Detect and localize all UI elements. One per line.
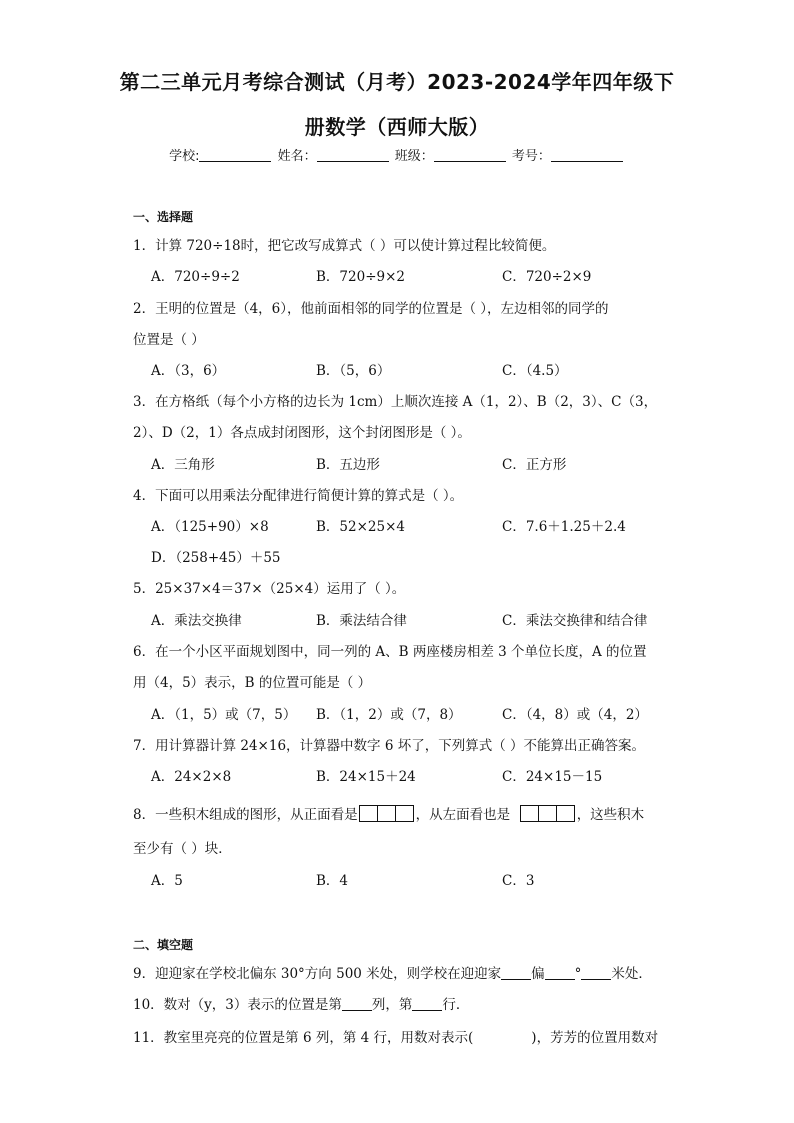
name-blank[interactable] [317, 149, 389, 162]
q10-blank-column[interactable] [342, 998, 372, 1011]
question-3-line-1: 3．在方格纸（每个小方格的边长为 1cm）上顺次连接 A（1，2）、B（2，3）、C（3， [133, 394, 658, 410]
question-10 [133, 993, 663, 1013]
school-blank[interactable] [199, 149, 271, 162]
class-label: 班级： [394, 149, 434, 164]
q1-option-b[interactable]: B．720÷9×2 [316, 269, 405, 285]
question-6-line-2: 用（4，5）表示，B 的位置可能是（ ） [133, 675, 372, 691]
q7-option-b[interactable]: B．24×15＋24 [316, 769, 416, 785]
question-6-line-1: 6．在一个小区平面规划图中，同一列的 A、B 两座楼房相差 3 个单位长度，A 的位置 [133, 644, 647, 660]
question-8-line-1 [133, 803, 663, 826]
q2-option-c[interactable]: C．（4.5） [502, 363, 568, 379]
q4-option-c[interactable]: C．7.6＋1.25＋2.4 [502, 519, 626, 535]
q11-text-1: 11．教室里亮亮的位置是第 6 列，第 4 行，用数对表示( [133, 1030, 474, 1046]
q8-text-b: ，从左面看也是 [415, 807, 511, 823]
q9-blank-direction[interactable] [501, 967, 531, 980]
q11-text-2: )，芳芳的位置用数对 [531, 1030, 659, 1046]
q2-option-a[interactable]: A．（3，6） [151, 363, 226, 379]
q10-text-2: 列，第 [371, 997, 413, 1013]
q10-blank-row[interactable] [412, 998, 442, 1011]
question-7: 7．用计算器计算 24×16，计算器中数字 6 坏了，下列算式（ ）不能算出正确答案。 [133, 738, 646, 754]
q4-option-b[interactable]: B．52×25×4 [316, 519, 405, 535]
q4-option-d[interactable]: D．（258+45）＋55 [151, 550, 281, 566]
q8-option-c[interactable]: C．3 [502, 873, 535, 889]
q6-option-b[interactable]: B．（1，2）或（7，8） [316, 707, 462, 723]
q7-option-c[interactable]: C．24×15－15 [502, 769, 603, 785]
q10-text-1: 10．数对（y，3）表示的位置是第 [133, 997, 342, 1013]
q9-text-2: 偏 [531, 966, 545, 982]
name-label: 姓名： [277, 149, 317, 164]
title-line-1: 第二三单元月考综合测试（月考）2023-2024学年四年级下 [119, 70, 675, 94]
exam-number-label: 考号： [511, 149, 551, 164]
student-info-row [0, 145, 794, 164]
q5-option-b[interactable]: B．乘法结合律 [316, 613, 407, 629]
q1-option-a[interactable]: A．720÷9÷2 [151, 269, 240, 285]
question-8-line-2: 至少有（ ）块． [133, 841, 232, 857]
q1-option-c[interactable]: C．720÷2×9 [502, 269, 592, 285]
q9-text-3: ° [574, 966, 582, 982]
q8-option-b[interactable]: B．4 [316, 873, 349, 889]
q7-option-a[interactable]: A．24×2×8 [151, 769, 232, 785]
question-3-line-2: 2）、D（2，1）各点成封闭图形，这个封闭图形是（ ）。 [133, 425, 471, 441]
exam-number-blank[interactable] [551, 149, 623, 162]
q5-option-a[interactable]: A．乘法交换律 [151, 613, 242, 629]
q3-option-c[interactable]: C．正方形 [502, 457, 567, 473]
title-line-2: 册数学（西师大版） [304, 115, 490, 139]
question-4: 4．下面可以用乘法分配律进行简便计算的算式是（ ）。 [133, 488, 464, 504]
q6-option-a[interactable]: A．（1，5）或（7，5） [151, 707, 297, 723]
class-blank[interactable] [434, 149, 506, 162]
question-11 [133, 1026, 663, 1046]
section-fill-title: 二、填空题 [133, 938, 194, 952]
q3-option-a[interactable]: A．三角形 [151, 457, 215, 473]
q8-option-a[interactable]: A．5 [151, 873, 183, 889]
q10-text-3: 行． [442, 997, 470, 1013]
question-5: 5．25×37×4＝37×（25×4）运用了（ ）。 [133, 581, 406, 597]
question-2-line-2: 位置是（ ） [133, 332, 205, 348]
q9-blank-distance[interactable] [581, 967, 611, 980]
left-view-blocks-figure [521, 805, 575, 826]
q9-blank-angle[interactable] [545, 967, 575, 980]
q8-text-c: ，这些积木 [576, 807, 645, 823]
school-label: 学校: [169, 149, 200, 164]
question-9 [133, 962, 663, 982]
q5-option-c[interactable]: C．乘法交换律和结合律 [502, 613, 648, 629]
section-choice-title: 一、选择题 [133, 210, 194, 224]
q8-text-a: 8．一些积木组成的图形，从正面看是 [133, 807, 358, 823]
question-2-line-1: 2．王明的位置是（4，6），他前面相邻的同学的位置是（ ），左边相邻的同学的 [133, 301, 609, 317]
q9-text-1: 9．迎迎家在学校北偏东 30°方向 500 米处，则学校在迎迎家 [133, 966, 502, 982]
question-1: 1．计算 720÷18时，把它改写成算式（ ）可以使计算过程比较简便。 [133, 238, 556, 254]
q6-option-c[interactable]: C．（4，8）或（4，2） [502, 707, 648, 723]
q3-option-b[interactable]: B．五边形 [316, 457, 380, 473]
q4-option-a[interactable]: A．（125+90）×8 [151, 519, 269, 535]
q9-text-4: 米处． [611, 966, 652, 982]
front-view-blocks-figure [360, 805, 414, 826]
q2-option-b[interactable]: B．（5，6） [316, 363, 391, 379]
